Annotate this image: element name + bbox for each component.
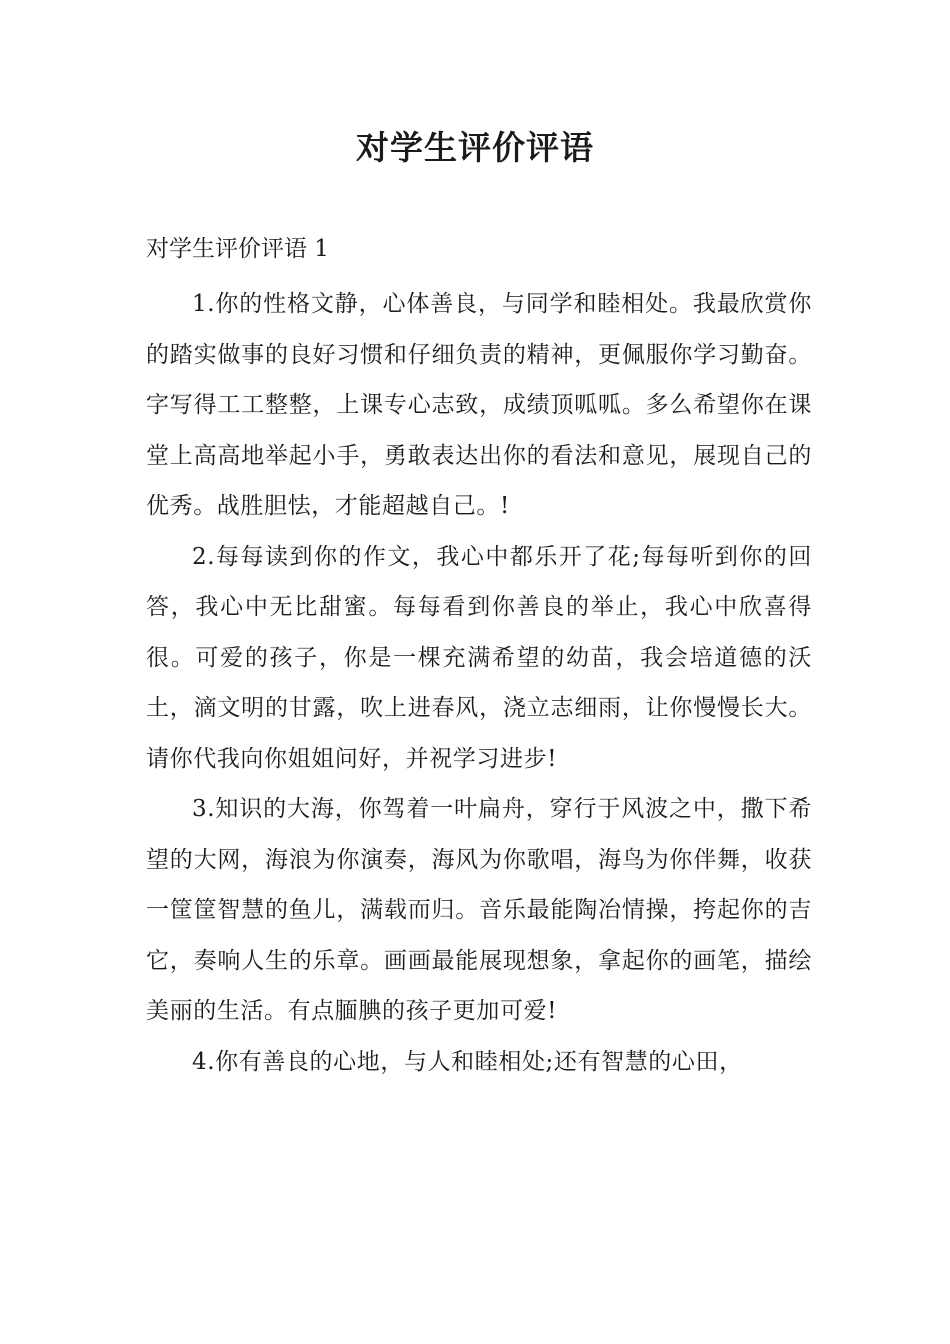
paragraph-1: 1.你的性格文静，心体善良，与同学和睦相处。我最欣赏你的踏实做事的良好习惯和仔细负责的精神，更佩服你学习勤奋。字写得工工整整，上课专心志致，成绩顶呱呱。多么希望你在课堂上高高地举起小手，勇敢表达出你的看法和意见，展现自己的优秀。战胜胆怯，才能超越自己。! bbox=[146, 291, 812, 519]
section-heading: 对学生评价评语 1 bbox=[146, 236, 329, 262]
paragraph-2: 2.每每读到你的作文，我心中都乐开了花;每每听到你的回答，我心中无比甜蜜。每每看到你善良的举止，我心中欣喜得很。可爱的孩子，你是一棵充满希望的幼苗，我会培道德的沃土，滴文明的甘露，吹上进春风，浇立志细雨，让你慢慢长大。请你代我向你姐姐问好，并祝学习进步! bbox=[146, 543, 812, 772]
document-body bbox=[146, 279, 812, 1087]
paragraph-3: 3.知识的大海，你驾着一叶扁舟，穿行于风波之中，撒下希望的大网，海浪为你演奏，海风为你歌唱，海鸟为你伴舞，收获一筐筐智慧的鱼儿，满载而归。音乐最能陶冶情操，挎起你的吉它，奏响人生的乐章。画画最能展现想象，拿起你的画笔，描绘美丽的生活。有点腼腆的孩子更加可爱! bbox=[146, 796, 812, 1024]
paragraph-4: 4.你有善良的心地，与人和睦相处;还有智慧的心田， bbox=[192, 1048, 743, 1075]
document-title: 对学生评价评语 bbox=[356, 128, 594, 167]
